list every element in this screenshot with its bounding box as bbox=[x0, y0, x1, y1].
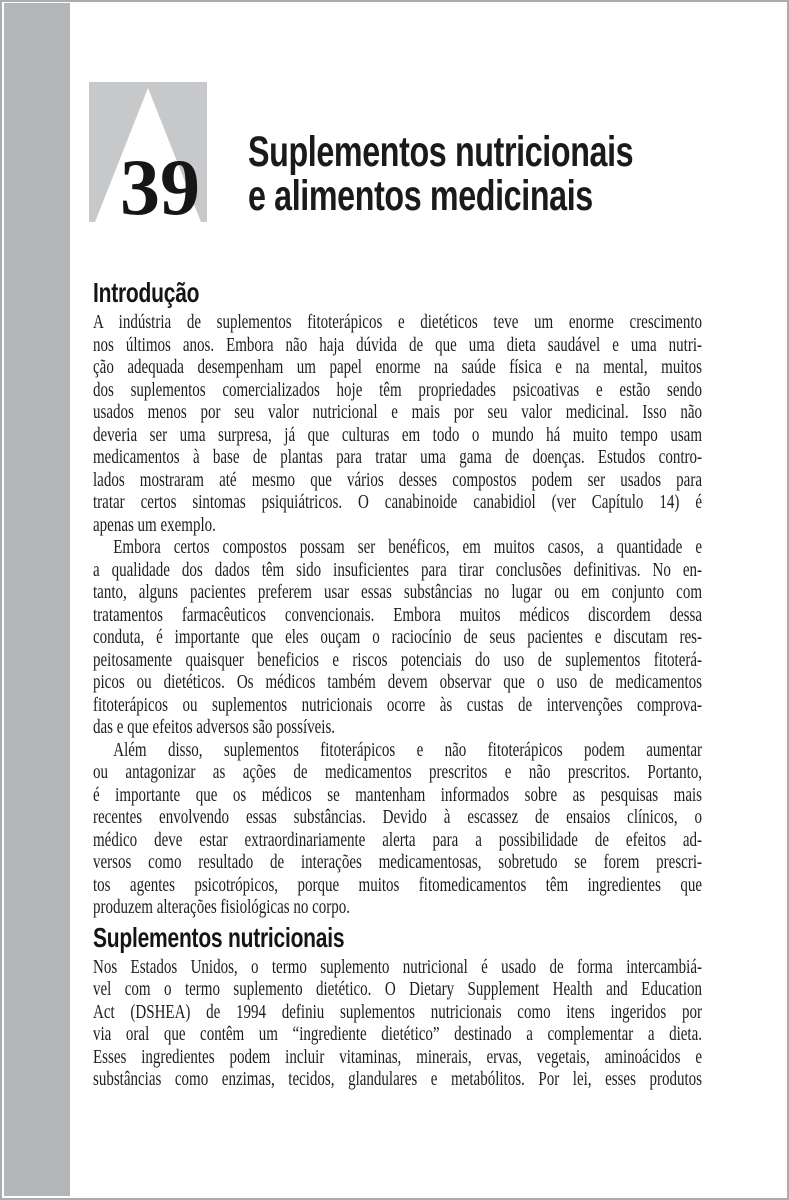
text-line: Act (DSHEA) de 1994 definiu suplementos nutricionais como itens ingeridos por bbox=[93, 1000, 702, 1023]
text-line: apenas um exemplo. bbox=[93, 513, 216, 536]
text-line: Nos Estados Unidos, o termo suplemento nutricional é usado de forma intercambiá- bbox=[93, 955, 702, 978]
text-line: versos como resultado de interações medicamentosas, sobretudo se forem prescri- bbox=[93, 851, 702, 873]
paragraph bbox=[93, 536, 702, 739]
text-line: peitosamente quaisquer beneficios e riscos potenciais do uso de suplementos fitoterá- bbox=[93, 648, 702, 671]
paragraph bbox=[93, 739, 702, 919]
section-heading: Suplementos nutricionais bbox=[93, 921, 345, 953]
text-line: ou antagonizar as ações de medicamentos prescritos e não prescritos. Portanto, bbox=[93, 761, 702, 783]
chapter-title-line-1: Suplementos nutricionais bbox=[248, 128, 634, 176]
text-line: dos suplementos comercializados hoje têm propriedades psicoativas e estão sendo bbox=[93, 378, 702, 401]
text-line: tanto, alguns pacientes preferem usar essas substâncias no lugar ou em conjunto com bbox=[93, 581, 702, 603]
text-line: tratamentos farmacêuticos convencionais. Embora muitos médicos discordem dessa bbox=[93, 603, 702, 626]
text-line: conduta, é importante que eles ouçam o raciocínio de seus pacientes e discutam res- bbox=[93, 626, 702, 648]
text-line: Esses ingredientes podem incluir vitaminas, minerais, ervas, vegetais, aminoácidos e bbox=[93, 1045, 702, 1068]
paragraph bbox=[93, 311, 702, 536]
text-line: é importante que os médicos se mantenham informados sobre as pesquisas mais bbox=[93, 783, 702, 806]
text-line: tos agentes psicotrópicos, porque muitos fitomedicamentos têm ingredientes que bbox=[93, 873, 702, 896]
chapter-number: 39 bbox=[120, 144, 200, 232]
text-line: produzem alterações fisiológicas no corpo. bbox=[93, 896, 350, 918]
section-heading: Introdução bbox=[93, 277, 200, 308]
text-line: A indústria de suplementos fitoterápicos e dietéticos teve um enorme crescimento bbox=[93, 311, 702, 333]
text-line: picos ou dietéticos. Os médicos também devem observar que o uso de medicamentos bbox=[93, 671, 702, 693]
chapter-badge bbox=[89, 82, 207, 232]
text-line: vel com o termo suplemento dietético. O Dietary Supplement Health and Education bbox=[93, 978, 702, 1000]
text-line: fitoterápicos ou suplementos nutricionais ocorre às custas de intervenções comprova- bbox=[93, 693, 702, 716]
text-line: a qualidade dos dados têm sido insuficientes para tirar conclusões definitivas. No en- bbox=[93, 558, 702, 581]
text-line: via oral que contêm um “ingrediente dietético” destinado a complementar a dieta. bbox=[93, 1023, 702, 1045]
left-margin-bar bbox=[4, 3, 70, 1196]
text-line: Além disso, suplementos fitoterápicos e não fitoterápicos podem aumentar bbox=[113, 738, 702, 761]
text-line: medicamentos à base de plantas para tratar uma gama de doenças. Estudos contro- bbox=[93, 446, 702, 468]
chapter-title-line-2: e alimentos medicinais bbox=[248, 172, 593, 220]
text-line: médico deve estar extraordinariamente alerta para a possibilidade de efeitos ad- bbox=[93, 828, 702, 851]
text-line: substâncias como enzimas, tecidos, glandulares e metabólitos. Por lei, esses produtos bbox=[93, 1068, 702, 1090]
text-line: recentes envolvendo essas substâncias. Devido à escassez de ensaios clínicos, o bbox=[93, 806, 702, 828]
text-line: ção adequada desempenham um papel enorme na saúde física e na mental, muitos bbox=[93, 356, 702, 378]
text-line: Embora certos compostos possam ser benéficos, em muitos casos, a quantidade e bbox=[113, 536, 702, 558]
chapter-title bbox=[248, 130, 633, 218]
content bbox=[93, 279, 702, 1091]
paragraph bbox=[93, 956, 702, 1091]
text-line: deveria ser uma surpresa, já que culturas em todo o mundo há muito tempo usam bbox=[93, 423, 702, 446]
text-line: usados menos por seu valor nutricional e mais por seu valor medicinal. Isso não bbox=[93, 401, 702, 423]
text-line: tratar certos sintomas psiquiátricos. O canabinoide canabidiol (ver Capítulo 14) é bbox=[93, 491, 702, 513]
text-line: das e que efeitos adversos são possíveis. bbox=[93, 716, 336, 738]
text-line: lados mostraram até mesmo que vários desses compostos podem ser usados para bbox=[93, 468, 702, 491]
text-line: nos últimos anos. Embora não haja dúvida de que uma dieta saudável e uma nutri- bbox=[93, 333, 702, 356]
